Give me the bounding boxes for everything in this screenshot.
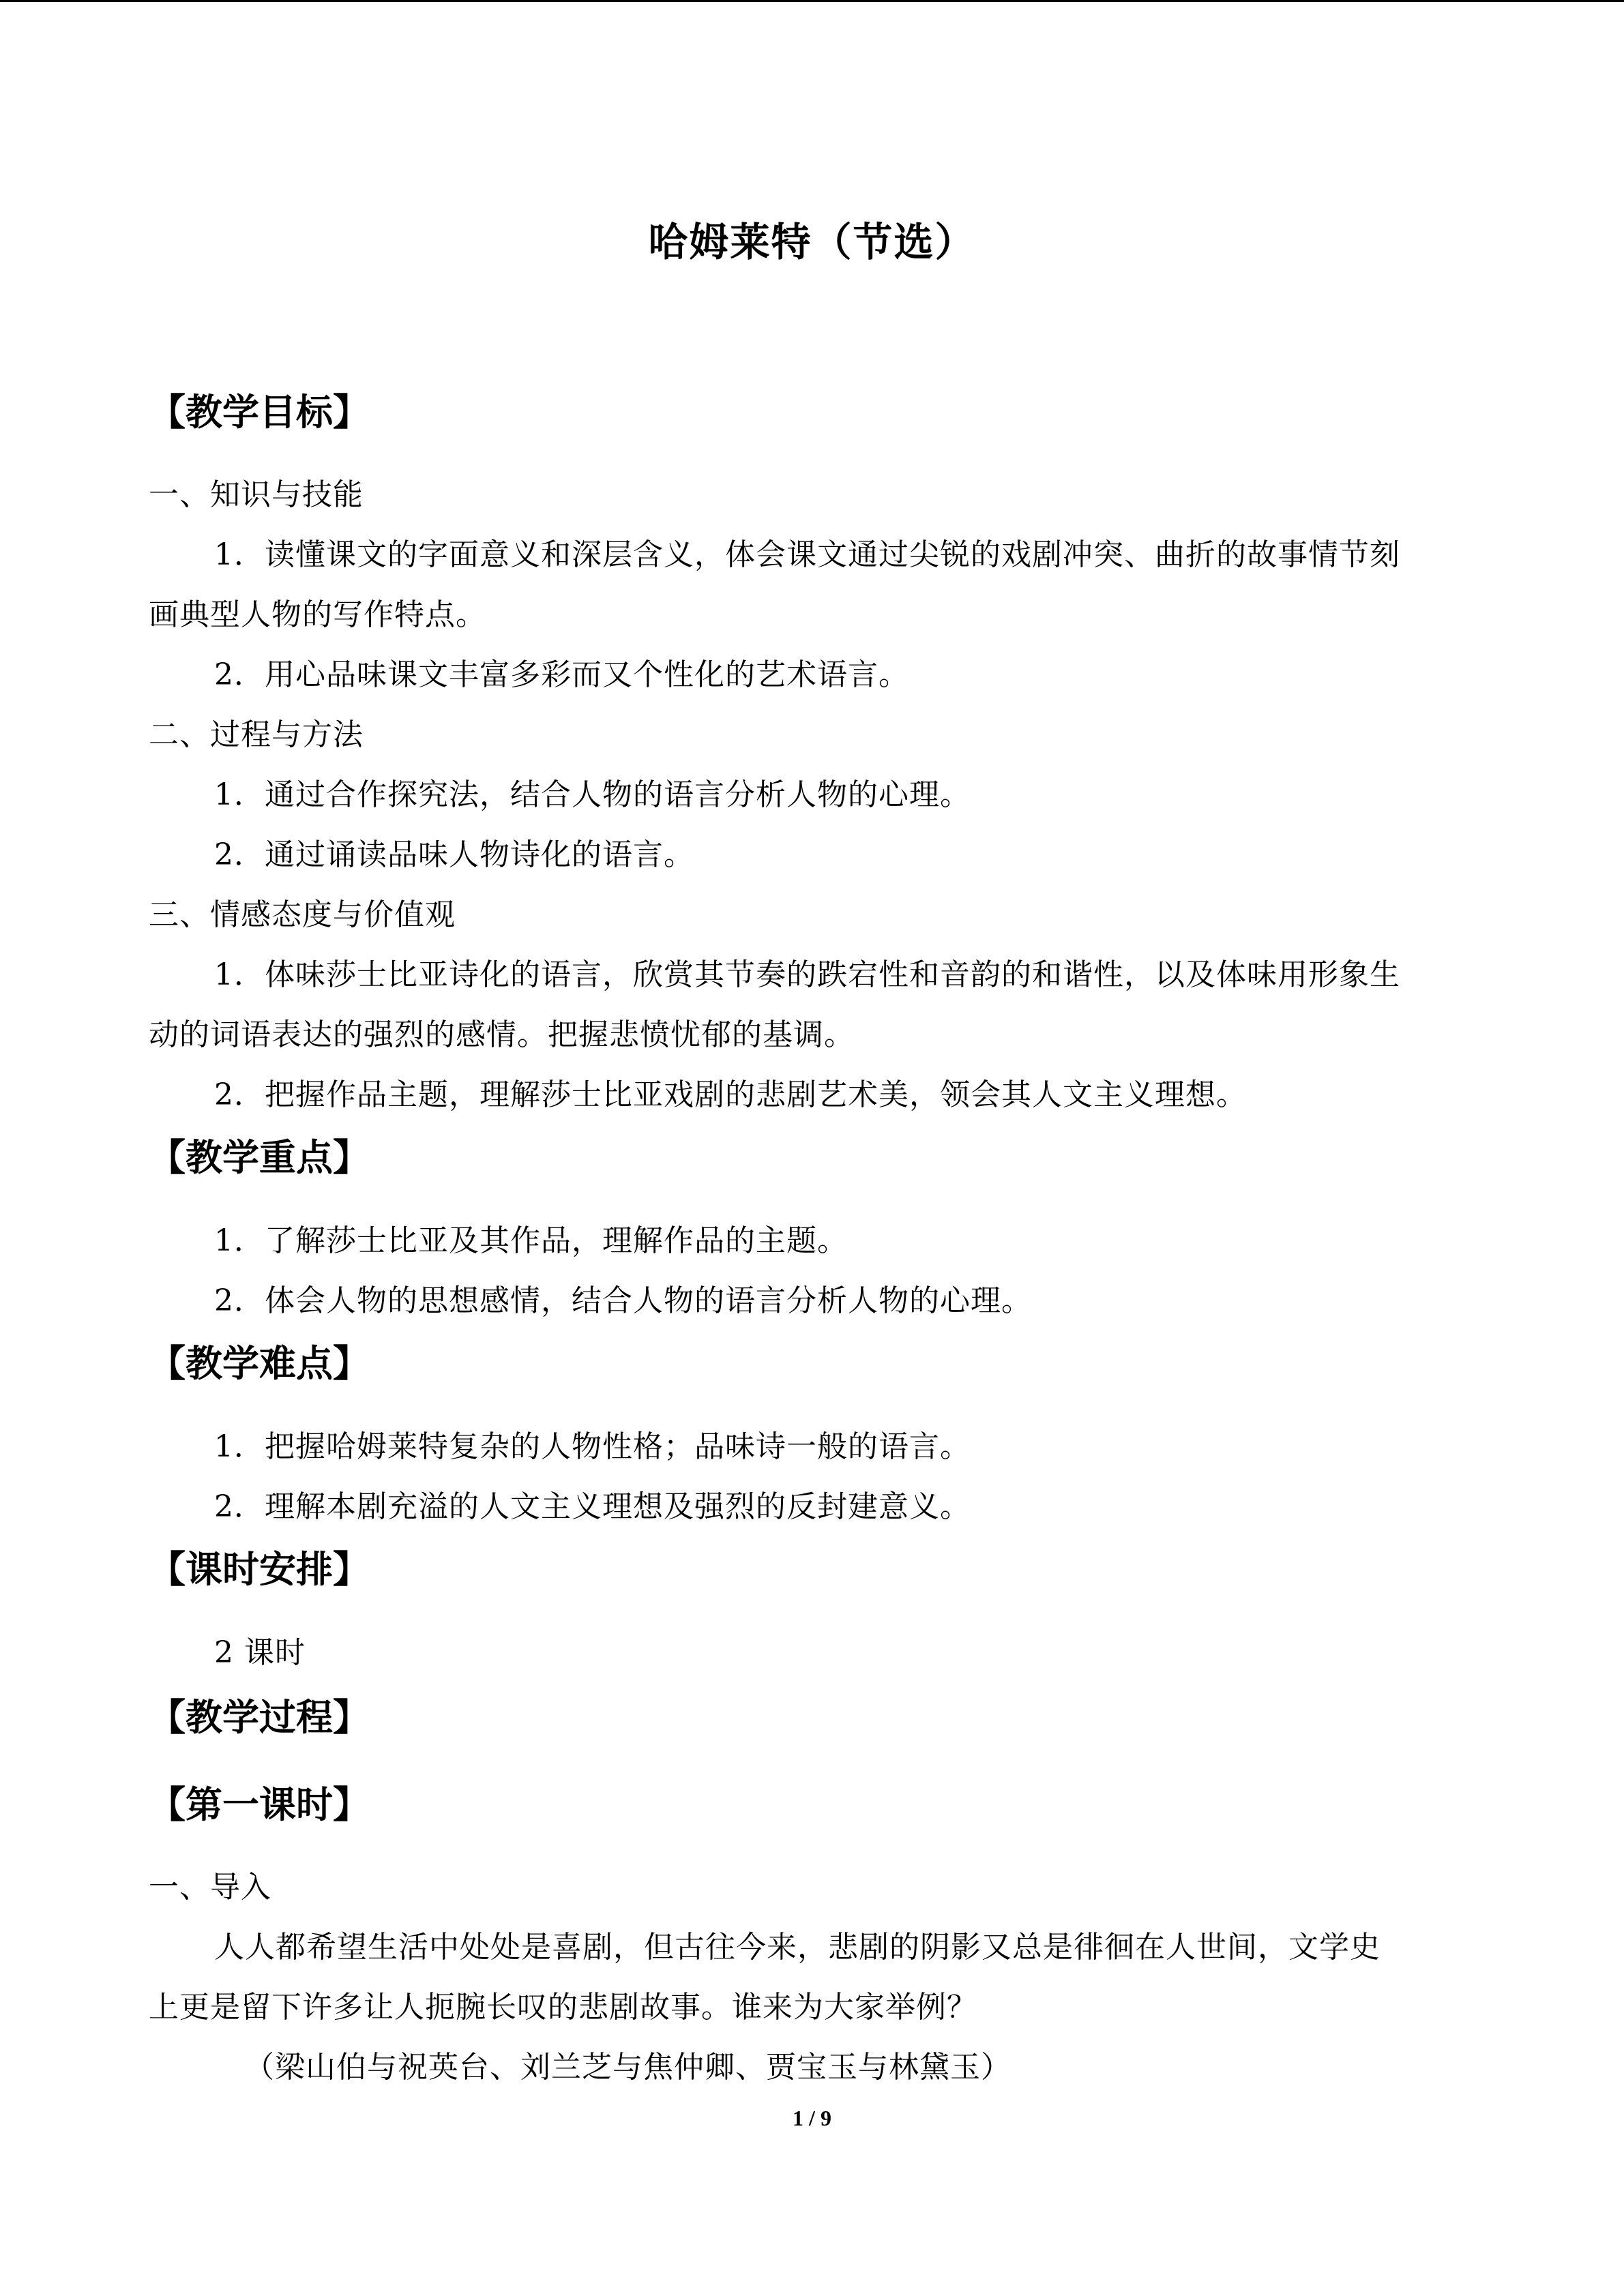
subsection-label-intro: 一、导入 [149, 1870, 271, 1905]
list-item-text: 1．读懂课文的字面意义和深层含义，体会课文通过尖锐的戏剧冲突、曲折的故事情节刻 [214, 537, 1400, 572]
list-item-text: 1．把握哈姆莱特复杂的人物性格；品味诗一般的语言。 [214, 1429, 971, 1464]
list-item-text: 2．把握作品主题，理解莎士比亚戏剧的悲剧艺术美，领会其人文主义理想。 [214, 1077, 1247, 1112]
list-item-text: 2．用心品味课文丰富多彩而又个性化的艺术语言。 [214, 657, 909, 692]
list-item-text: 2．体会人物的思想感情，结合人物的语言分析人物的心理。 [214, 1283, 1032, 1318]
list-item-text: 2．理解本剧充溢的人文主义理想及强烈的反封建意义。 [214, 1489, 971, 1524]
section-heading-key-points: 【教学重点】 [149, 1136, 370, 1179]
list-item-text: 动的词语表达的强烈的感情。把握悲愤忧郁的基调。 [149, 1017, 855, 1052]
list-item-text: 1．通过合作探究法，结合人物的语言分析人物的心理。 [214, 777, 971, 812]
paragraph-text: 人人都希望生活中处处是喜剧，但古往今来，悲剧的阴影又总是徘徊在人世间，文学史 [214, 1930, 1381, 1965]
paragraph-text: 上更是留下许多让人扼腕长叹的悲剧故事。谁来为大家举例？ [149, 1990, 977, 2025]
list-item-text: 1．体味莎士比亚诗化的语言，欣赏其节奏的跌宕性和音韵的和谐性，以及体味用形象生 [214, 957, 1400, 992]
paragraph-text: （梁山伯与祝英台、刘兰芝与焦仲卿、贾宝玉与林黛玉） [244, 2050, 1012, 2085]
page-title: 哈姆莱特（节选） [648, 219, 976, 265]
subsection-label-knowledge: 一、知识与技能 [149, 477, 364, 512]
list-item-text: 1．了解莎士比亚及其作品，理解作品的主题。 [214, 1223, 848, 1258]
section-heading-difficulties: 【教学难点】 [149, 1342, 370, 1385]
page-number: 1 / 9 [793, 2106, 831, 2130]
section-heading-first-lesson: 【第一课时】 [149, 1783, 370, 1826]
subsection-label-emotion: 三、情感态度与价值观 [149, 897, 456, 932]
section-heading-process: 【教学过程】 [149, 1696, 370, 1739]
section-heading-objectives: 【教学目标】 [149, 391, 370, 434]
schedule-value: 2 课时 [214, 1635, 306, 1670]
list-item-text: 画典型人物的写作特点。 [149, 597, 486, 632]
subsection-label-process: 二、过程与方法 [149, 717, 364, 752]
list-item-text: 2．通过诵读品味人物诗化的语言。 [214, 837, 694, 872]
section-heading-schedule: 【课时安排】 [149, 1548, 370, 1591]
